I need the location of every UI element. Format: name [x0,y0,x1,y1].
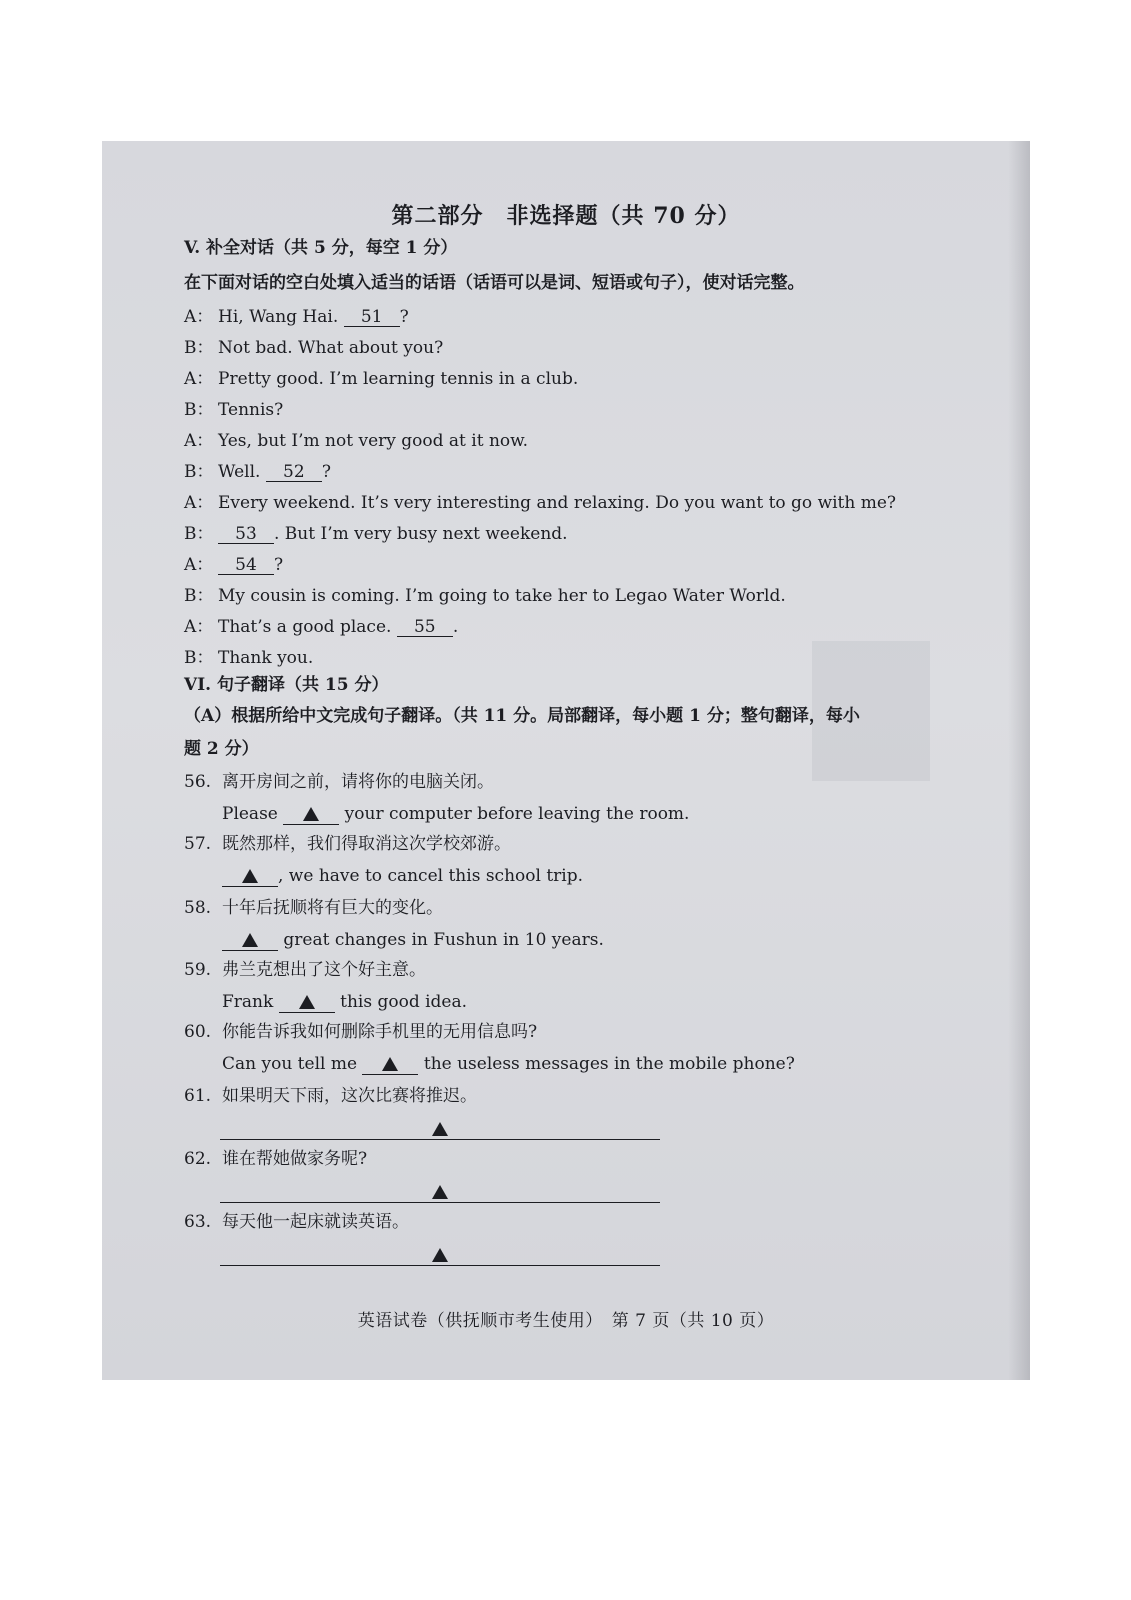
chinese-sentence: 你能告诉我如何删除手机里的无用信息吗? [222,1022,538,1042]
english-sentence [222,929,604,951]
triangle-marker-icon [432,1248,448,1262]
section-vi-instruction-line2: 题 2 分） [184,739,259,759]
page-footer: 英语试卷（供抚顺市考生使用） 第 7 页（共 10 页） [357,1311,775,1331]
question-number: 58. [184,898,212,918]
question-number: 63. [184,1212,212,1232]
chinese-sentence: 如果明天下雨，这次比赛将推迟。 [222,1086,477,1106]
dialogue-line [184,647,313,669]
triangle-marker-icon [242,869,258,883]
speaker-label: A： [184,493,214,513]
dialogue-line [184,616,458,638]
dialogue-line [184,430,528,452]
dialogue-line [184,523,568,545]
dialogue-line [184,368,578,390]
dialogue-text: ? [274,555,284,575]
answer-line[interactable] [220,1245,660,1266]
question-prompt [184,1021,537,1043]
speaker-label: A： [184,555,214,575]
dialogue-text: Every weekend. It’s very interesting and relaxing. Do you want to go with me? [218,493,897,513]
english-text: Can you tell me [222,1054,363,1074]
question-number: 62. [184,1149,212,1169]
section-v-heading: V. 补全对话（共 5 分，每空 1 分） [184,238,458,258]
answer-blank[interactable]: 55 [397,618,453,637]
speaker-label: B： [184,586,214,606]
dialogue-line [184,585,786,607]
answer-blank[interactable] [362,1056,418,1075]
speaker-label: A： [184,369,214,389]
english-text: this good idea. [334,992,468,1012]
question-prompt [184,833,511,855]
question-number: 60. [184,1022,212,1042]
question-number: 56. [184,772,212,792]
dialogue-text: . [452,617,459,637]
dialogue-text: ? [321,462,331,482]
answer-blank[interactable] [279,994,335,1013]
chinese-sentence: 十年后抚顺将有巨大的变化。 [222,898,443,918]
answer-line[interactable] [220,1119,660,1140]
chinese-sentence: 每天他一起床就读英语。 [222,1212,409,1232]
question-prompt [184,959,426,981]
english-sentence [222,1053,795,1075]
dialogue-line [184,461,331,483]
dialogue-line [184,554,283,576]
triangle-marker-icon [242,933,258,947]
english-text: Please [222,804,284,824]
dialogue-line [184,492,896,514]
dialogue-text: That’s a good place. [218,617,397,637]
question-number: 57. [184,834,212,854]
chinese-sentence: 离开房间之前，请将你的电脑关闭。 [222,772,494,792]
question-prompt [184,1085,477,1107]
dialogue-text: Not bad. What about you? [218,338,444,358]
dialogue-text: . But I’m very busy next weekend. [274,524,568,544]
chinese-sentence: 弗兰克想出了这个好主意。 [222,960,426,980]
speaker-label: B： [184,462,214,482]
part-title: 第二部分 非选择题（共 70 分） [391,203,741,229]
triangle-marker-icon [303,807,319,821]
dialogue-text: ? [399,307,409,327]
speaker-label: B： [184,648,214,668]
section-vi-instruction-line1: （A）根据所给中文完成句子翻译。（共 11 分。局部翻译，每小题 1 分；整句翻译，每小 [184,706,860,726]
question-number: 61. [184,1086,212,1106]
question-number: 59. [184,960,212,980]
english-text: Frank [222,992,279,1012]
triangle-marker-icon [432,1122,448,1136]
english-text: the useless messages in the mobile phone? [418,1054,795,1074]
dialogue-text: My cousin is coming. I’m going to take her to Legao Water World. [218,586,786,606]
question-prompt [184,771,494,793]
chinese-sentence: 既然那样，我们得取消这次学校郊游。 [222,834,511,854]
exam-sheet [102,141,1030,1380]
dialogue-line [184,337,443,359]
section-v-instruction: 在下面对话的空白处填入适当的话语（话语可以是词、短语或句子），使对话完整。 [184,273,805,293]
english-text: great changes in Fushun in 10 years. [278,930,604,950]
speaker-label: A： [184,431,214,451]
english-sentence [222,865,583,887]
speaker-label: A： [184,307,214,327]
answer-blank[interactable]: 54 [218,556,274,575]
english-text: , we have to cancel this school trip. [278,866,584,886]
english-sentence [222,803,689,825]
answer-blank[interactable]: 52 [266,463,322,482]
answer-line[interactable] [220,1182,660,1203]
dialogue-text: Hi, Wang Hai. [218,307,344,327]
speaker-label: B： [184,400,214,420]
dialogue-text: Well. [218,462,266,482]
dialogue-text: Pretty good. I’m learning tennis in a club. [218,369,579,389]
triangle-marker-icon [299,995,315,1009]
answer-blank[interactable]: 53 [218,525,274,544]
answer-blank[interactable] [283,806,339,825]
question-prompt [184,1148,367,1170]
speaker-label: B： [184,338,214,358]
triangle-marker-icon [382,1057,398,1071]
section-vi-heading: VI. 句子翻译（共 15 分） [184,675,389,695]
speaker-label: A： [184,617,214,637]
dialogue-text: Tennis? [218,400,284,420]
triangle-marker-icon [432,1185,448,1199]
speaker-label: B： [184,524,214,544]
english-sentence [222,991,467,1013]
chinese-sentence: 谁在帮她做家务呢? [222,1149,368,1169]
dialogue-line [184,306,409,328]
dialogue-text: Thank you. [218,648,314,668]
question-prompt [184,897,443,919]
dialogue-text: Yes, but I’m not very good at it now. [218,431,529,451]
photographed-exam-page [102,141,1030,1380]
answer-blank[interactable] [222,868,278,887]
english-text: your computer before leaving the room. [339,804,690,824]
question-prompt [184,1211,409,1233]
answer-blank[interactable]: 51 [344,308,400,327]
answer-blank[interactable] [222,932,278,951]
dialogue-line [184,399,283,421]
